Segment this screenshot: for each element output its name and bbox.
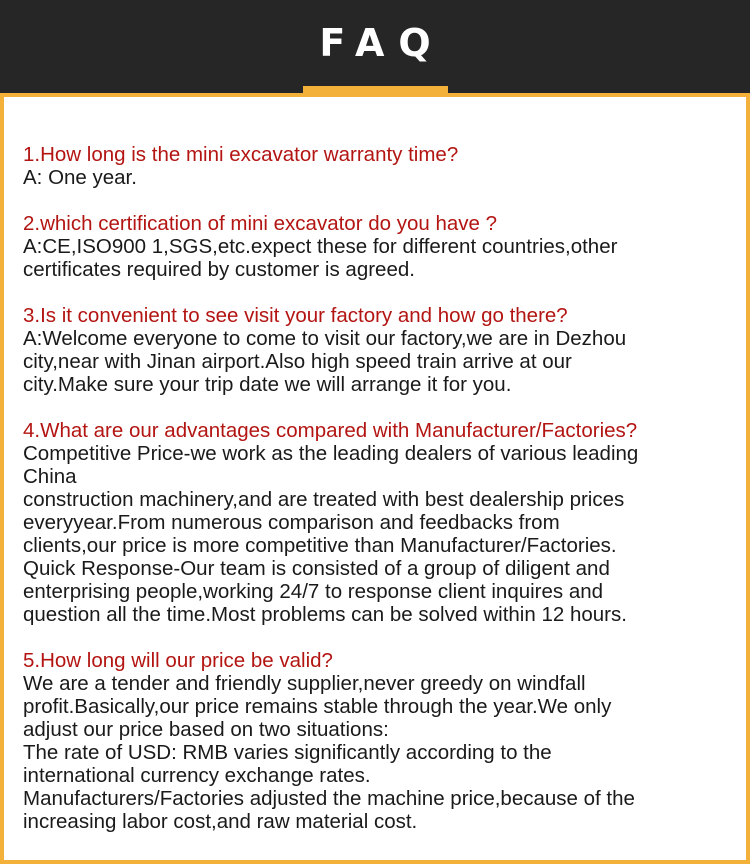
faq-answer <box>23 327 739 396</box>
faq-answer <box>23 672 739 833</box>
faq-answer-line: A: One year. <box>23 166 137 189</box>
faq-answer-line: adjust our price based on two situations: <box>23 718 389 741</box>
faq-answer-line: international currency exchange rates. <box>23 764 371 787</box>
faq-item <box>23 212 739 281</box>
header-bar <box>0 0 750 93</box>
page-title: FAQ <box>319 21 445 65</box>
faq-answer-line: enterprising people,working 24/7 to response client inquires and <box>23 580 604 603</box>
faq-answer-line: city,near with Jinan airport.Also high speed train arrive at our <box>23 350 572 373</box>
faq-question: 4.What are our advantages compared with Manufacturer/Factories? <box>23 419 638 442</box>
faq-answer-line: profit.Basically,our price remains stable through the year.We only <box>23 695 612 718</box>
faq-answer-line: Quick Response-Our team is consisted of a group of diligent and <box>23 557 610 580</box>
faq-answer-line: increasing labor cost,and raw material cost. <box>23 810 418 833</box>
faq-answer <box>23 442 739 626</box>
faq-question: 3.Is it convenient to see visit your factory and how go there? <box>23 304 568 327</box>
title-underline <box>303 86 448 93</box>
faq-item <box>23 143 739 189</box>
faq-item <box>23 419 739 626</box>
faq-answer-line: question all the time.Most problems can be solved within 12 hours. <box>23 603 627 626</box>
faq-question: 1.How long is the mini excavator warranty time? <box>23 143 459 166</box>
faq-answer-line: everyyear.From numerous comparison and feedbacks from <box>23 511 560 534</box>
faq-answer-line: A:CE,ISO900 1,SGS,etc.expect these for different countries,other <box>23 235 618 258</box>
faq-answer <box>23 235 739 281</box>
faq-item <box>23 304 739 396</box>
faq-answer-line: clients,our price is more competitive than Manufacturer/Factories. <box>23 534 617 557</box>
faq-answer-line: construction machinery,and are treated with best dealership prices <box>23 488 625 511</box>
faq-item <box>23 649 739 833</box>
faq-question: 2.which certification of mini excavator do you have ? <box>23 212 498 235</box>
faq-answer-line: The rate of USD: RMB varies significantly according to the <box>23 741 552 764</box>
faq-answer <box>23 166 739 189</box>
faq-answer-line: We are a tender and friendly supplier,never greedy on windfall <box>23 672 586 695</box>
faq-answer-line: Manufacturers/Factories adjusted the machine price,because of the <box>23 787 635 810</box>
faq-question: 5.How long will our price be valid? <box>23 649 333 672</box>
faq-answer-line: China <box>23 465 77 488</box>
faq-answer-line: certificates required by customer is agreed. <box>23 258 415 281</box>
faq-answer-line: A:Welcome everyone to come to visit our factory,we are in Dezhou <box>23 327 627 350</box>
faq-list <box>23 143 739 856</box>
faq-answer-line: city.Make sure your trip date we will arrange it for you. <box>23 373 512 396</box>
faq-answer-line: Competitive Price-we work as the leading dealers of various leading <box>23 442 639 465</box>
